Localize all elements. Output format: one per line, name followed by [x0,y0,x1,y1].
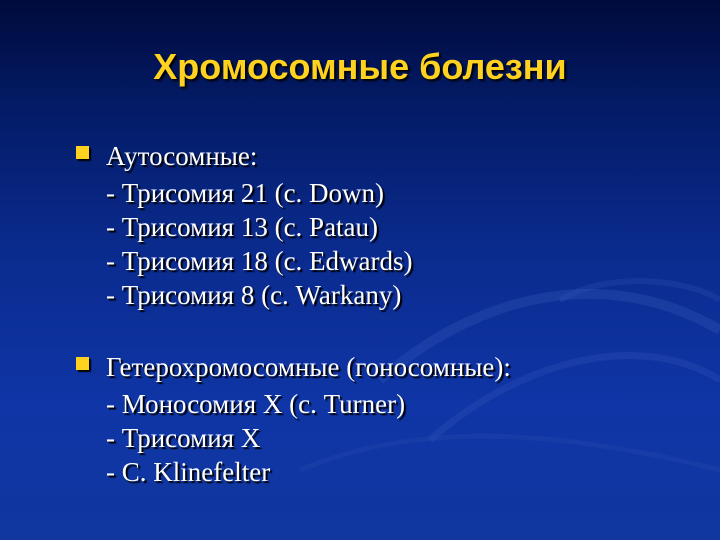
square-bullet-icon [76,146,89,159]
list-item: - Трисомия 8 (с. Warkany) [106,280,402,310]
list-item: - Трисомия 13 (с. Patau) [106,212,379,242]
square-bullet-icon [76,357,89,370]
section-autosomal [72,136,692,312]
section-heading-autosomal [72,136,692,176]
list-item: - Трисомия 21 (с. Down) [106,178,385,208]
slide-title: Хромосомные болезни [153,46,567,87]
section-heading-heterochromosomal [72,347,692,387]
section-heading-label: Аутосомные: [106,141,258,171]
list-item: - Трисомия 18 (с. Edwards) [106,246,413,276]
list-item: - С. Klinefelter [106,457,271,487]
list-item: - Трисомия X [106,423,261,453]
section-heterochromosomal [72,347,692,489]
slide-content [72,136,692,489]
section-heading-label: Гетерохромосомные (гоносомные): [106,352,511,382]
list-item: - Моносомия X (с. Turner) [106,389,406,419]
